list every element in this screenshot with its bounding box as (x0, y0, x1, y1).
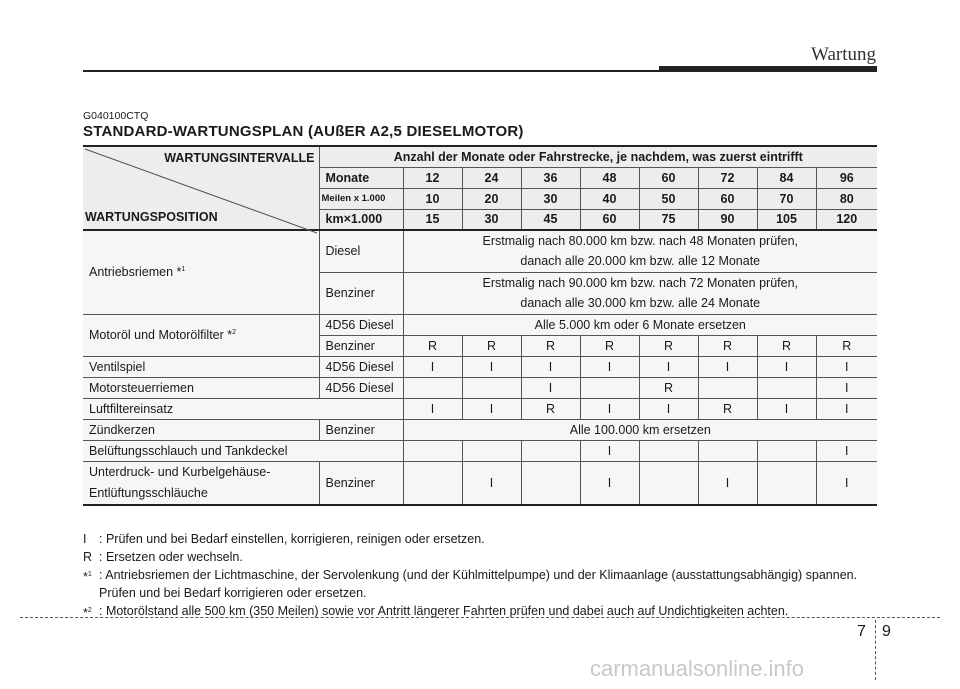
interval-cell: I (757, 356, 816, 377)
miles-cell: 40 (580, 188, 639, 209)
interval-cell: R (521, 398, 580, 419)
engine-cell: 4D56 Diesel (319, 314, 403, 335)
miles-cell: 50 (639, 188, 698, 209)
watermark: carmanualsonline.info (590, 656, 805, 681)
intervals-label: WARTUNGSINTERVALLE (164, 151, 315, 165)
interval-cell (580, 377, 639, 398)
interval-cell: R (403, 335, 462, 356)
km-cell: 90 (698, 209, 757, 230)
interval-cell (639, 440, 698, 461)
months-label: Monate (319, 167, 403, 188)
interval-cell (757, 377, 816, 398)
interval-cell: I (580, 461, 639, 505)
engine-cell: 4D56 Diesel (319, 356, 403, 377)
km-cell: 75 (639, 209, 698, 230)
note-i: I : Prüfen und bei Bedarf einstellen, korrigieren, reinigen oder ersetzen. (83, 532, 485, 546)
note-1: *$^1$ : Antriebsriemen der Lichtmaschine, der Servolenkung (und der Kühlmittelpumpe) und der Klimaanlage (ausstattungsabhängig) spannen. Prüfen und bei Bedarf korrigieren oder ersetzen. (83, 568, 858, 600)
month-cell: 60 (639, 167, 698, 188)
month-cell: 24 (462, 167, 521, 188)
row-label-timing: Motorsteuerriemen (83, 377, 319, 398)
interval-cell (521, 440, 580, 461)
interval-cell: I (521, 377, 580, 398)
interval-cell: R (698, 335, 757, 356)
interval-cell: R (580, 335, 639, 356)
interval-cell: I (639, 398, 698, 419)
interval-cell (462, 440, 521, 461)
km-cell: 105 (757, 209, 816, 230)
spark-text: Alle 100.000 km ersetzen (403, 419, 877, 440)
table-corner-cell (83, 146, 319, 230)
position-label: WARTUNGSPOSITION (85, 210, 218, 224)
interval-cell (521, 461, 580, 505)
note-r: R : Ersetzen oder wechseln. (83, 550, 243, 564)
km-cell: 120 (816, 209, 877, 230)
miles-cell: 80 (816, 188, 877, 209)
oil-diesel-text: Alle 5.000 km oder 6 Monate ersetzen (403, 314, 877, 335)
row-label-vacuum: Unterdruck- und Kurbelgehäuse- Entlüftungsschläuche (83, 461, 319, 505)
engine-cell: Diesel (319, 230, 403, 272)
row-label-spark: Zündkerzen (83, 419, 319, 440)
row-label-oil: Motoröl und Motorölfilter *$^2$ (83, 314, 319, 356)
table-header-text: Anzahl der Monate oder Fahrstrecke, je nachdem, was zuerst eintrifft (319, 146, 877, 167)
interval-cell (698, 377, 757, 398)
maintenance-table (83, 145, 877, 506)
engine-cell: 4D56 Diesel (319, 377, 403, 398)
row-label-air: Luftfiltereinsatz (83, 398, 403, 419)
interval-cell: I (757, 398, 816, 419)
interval-cell: I (698, 461, 757, 505)
interval-cell: I (580, 356, 639, 377)
interval-cell (757, 440, 816, 461)
interval-cell: R (521, 335, 580, 356)
header-rule-thick (659, 66, 877, 72)
chapter-number: 7 (857, 623, 866, 640)
page-number: 9 (882, 623, 891, 640)
engine-cell: Benziner (319, 335, 403, 356)
interval-cell: I (816, 461, 877, 505)
interval-cell: R (816, 335, 877, 356)
page-title: STANDARD-WARTUNGSPLAN (AUßER A2,5 DIESELMOTOR) (83, 123, 524, 140)
interval-cell: R (639, 335, 698, 356)
month-cell: 84 (757, 167, 816, 188)
month-cell: 12 (403, 167, 462, 188)
row-label-valve: Ventilspiel (83, 356, 319, 377)
interval-cell: I (580, 398, 639, 419)
month-cell: 72 (698, 167, 757, 188)
month-cell: 36 (521, 167, 580, 188)
interval-cell: R (757, 335, 816, 356)
engine-cell: Benziner (319, 272, 403, 314)
month-cell: 96 (816, 167, 877, 188)
page-number-divider (875, 620, 876, 680)
row-label-vent: Belüftungsschlauch und Tankdeckel (83, 440, 403, 461)
interval-cell: I (816, 398, 877, 419)
interval-cell: I (462, 398, 521, 419)
interval-cell: I (580, 440, 639, 461)
km-cell: 45 (521, 209, 580, 230)
interval-cell: R (462, 335, 521, 356)
interval-cell (403, 461, 462, 505)
miles-cell: 60 (698, 188, 757, 209)
interval-cell (403, 377, 462, 398)
interval-cell: I (816, 356, 877, 377)
interval-cell: R (639, 377, 698, 398)
interval-cell: I (698, 356, 757, 377)
engine-cell: Benziner (319, 419, 403, 440)
section-title: Wartung (811, 44, 876, 65)
miles-cell: 20 (462, 188, 521, 209)
miles-label: Meilen x 1.000 (319, 188, 403, 209)
interval-cell: I (521, 356, 580, 377)
interval-cell: I (462, 461, 521, 505)
interval-cell (462, 377, 521, 398)
interval-cell: I (639, 356, 698, 377)
engine-cell: Benziner (319, 461, 403, 505)
interval-cell (403, 440, 462, 461)
month-cell: 48 (580, 167, 639, 188)
legend-notes (83, 530, 883, 622)
interval-cell: I (403, 356, 462, 377)
drive-belt-benzin-text: Erstmalig nach 90.000 km bzw. nach 72 Monaten prüfen, danach alle 30.000 km bzw. alle 24 Monate (403, 272, 877, 314)
interval-cell: I (462, 356, 521, 377)
drive-belt-diesel-text: Erstmalig nach 80.000 km bzw. nach 48 Monaten prüfen, danach alle 20.000 km bzw. alle 12 Monate (403, 230, 877, 272)
km-label: km×1.000 (319, 209, 403, 230)
doc-code: G040100CTQ (83, 110, 149, 122)
interval-cell: I (816, 377, 877, 398)
note-2: *$^2$ : Motorölstand alle 500 km (350 Meilen) sowie vor Antritt längerer Fahrten prüfen und dabei auch auf Undichtigkeiten achten. (83, 604, 789, 621)
header-rule (83, 70, 663, 72)
miles-cell: 10 (403, 188, 462, 209)
interval-cell (757, 461, 816, 505)
interval-cell: I (403, 398, 462, 419)
interval-cell: I (816, 440, 877, 461)
row-label-drive-belt: Antriebsriemen *$^1$ (83, 230, 319, 314)
interval-cell (698, 440, 757, 461)
km-cell: 30 (462, 209, 521, 230)
km-cell: 15 (403, 209, 462, 230)
miles-cell: 70 (757, 188, 816, 209)
interval-cell (639, 461, 698, 505)
footer-rule (20, 617, 940, 618)
miles-cell: 30 (521, 188, 580, 209)
interval-cell: R (698, 398, 757, 419)
km-cell: 60 (580, 209, 639, 230)
